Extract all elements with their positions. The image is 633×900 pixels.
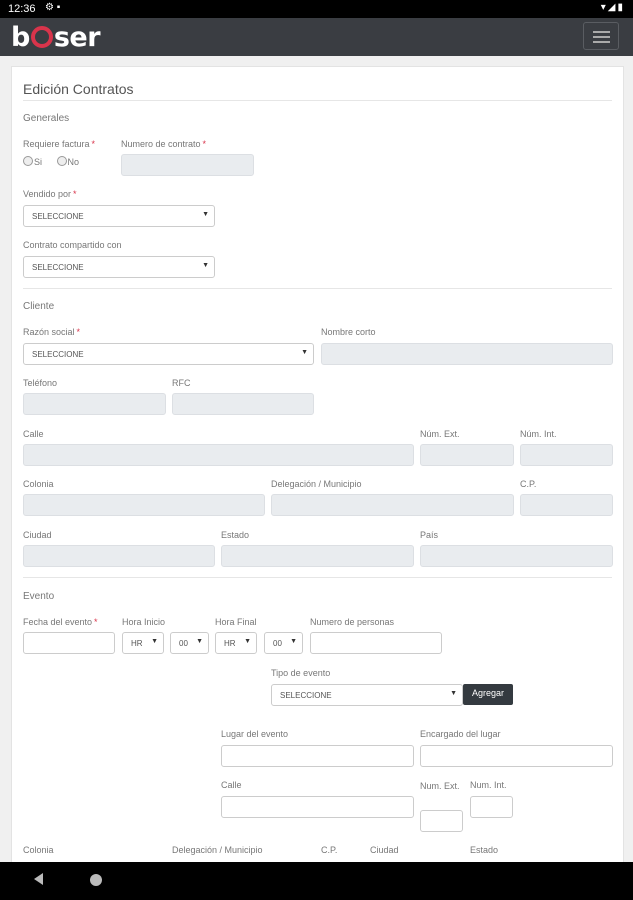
vendido-por-select[interactable]: SELECCIONE ▼: [23, 205, 215, 227]
num-ext-field: [420, 444, 514, 466]
evento-calle-input[interactable]: [221, 796, 414, 818]
rfc-label: RFC: [172, 378, 191, 388]
evento-calle-label: Calle: [221, 780, 242, 790]
status-notification-icons: ⚙ ▪: [45, 2, 61, 13]
hamburger-menu-button[interactable]: [583, 22, 619, 50]
hora-inicio-hr-select[interactable]: HR ▼: [122, 632, 164, 654]
evento-num-ext-label: Num. Ext.: [420, 781, 460, 791]
nombre-corto-label: Nombre corto: [321, 327, 376, 337]
section-evento-heading: Evento: [23, 591, 55, 602]
numero-personas-label: Numero de personas: [310, 617, 395, 627]
radio-icon: [57, 156, 67, 166]
pais-field: [420, 545, 613, 567]
encargado-lugar-label: Encargado del lugar: [420, 729, 501, 739]
caret-down-icon: ▼: [151, 638, 158, 645]
hamburger-icon: [593, 31, 610, 33]
hora-final-label: Hora Final: [215, 617, 257, 627]
pais-label: País: [420, 530, 439, 540]
cp-label: C.P.: [520, 479, 537, 489]
requiere-factura-radio-group: [23, 156, 79, 167]
status-bar: [0, 0, 633, 18]
status-system-icons: ▾◢▮: [600, 2, 625, 13]
estado-label: Estado: [221, 530, 250, 540]
hora-final-min-select[interactable]: 00 ▼: [264, 632, 303, 654]
ciudad-field: [23, 545, 215, 567]
numero-personas-input[interactable]: [310, 632, 442, 654]
hora-inicio-min-select[interactable]: 00 ▼: [170, 632, 209, 654]
colonia-field: [23, 494, 265, 516]
status-time: 12:36: [8, 3, 36, 15]
page-title: Edición Contratos: [23, 81, 134, 97]
num-int-label: Núm. Int.: [520, 429, 557, 439]
evento-delegacion-label: Delegación / Municipio: [172, 845, 263, 855]
fecha-evento-input[interactable]: [23, 632, 115, 654]
num-ext-label: Núm. Ext.: [420, 429, 460, 439]
evento-ciudad-label: Ciudad: [370, 845, 399, 855]
radio-no[interactable]: No: [57, 157, 80, 167]
tipo-evento-select[interactable]: SELECCIONE ▼: [271, 684, 463, 706]
num-int-field: [520, 444, 613, 466]
tipo-evento-label: Tipo de evento: [271, 668, 331, 678]
agregar-button[interactable]: Agregar: [463, 684, 513, 705]
estado-field: [221, 545, 414, 567]
caret-down-icon: ▼: [244, 638, 251, 645]
divider: [23, 577, 612, 578]
hora-inicio-label: Hora Inicio: [122, 617, 166, 627]
caret-down-icon: ▼: [450, 690, 457, 697]
caret-down-icon: ▼: [196, 638, 203, 645]
requiere-factura-label: Requiere factura *: [23, 139, 96, 149]
caret-down-icon: ▼: [290, 638, 297, 645]
evento-estado-label: Estado: [470, 845, 499, 855]
app-logo[interactable]: b ser: [11, 22, 101, 53]
caret-down-icon: ▼: [301, 349, 308, 356]
radio-si[interactable]: Si: [23, 157, 42, 167]
numero-contrato-field: [121, 154, 254, 176]
colonia-label: Colonia: [23, 479, 54, 489]
cp-field: [520, 494, 613, 516]
fecha-evento-label: Fecha del evento *: [23, 617, 98, 627]
compartido-label: Contrato compartido con: [23, 240, 122, 250]
top-navbar: [0, 18, 633, 56]
section-generales-heading: Generales: [23, 113, 70, 124]
ciudad-label: Ciudad: [23, 530, 52, 540]
evento-num-int-input[interactable]: [470, 796, 513, 818]
razon-social-select[interactable]: SELECCIONE ▼: [23, 343, 314, 365]
radio-icon: [23, 156, 33, 166]
compartido-select[interactable]: SELECCIONE ▼: [23, 256, 215, 278]
system-nav-bar: [0, 862, 633, 900]
razon-social-label: Razón social *: [23, 327, 81, 337]
lugar-evento-label: Lugar del evento: [221, 729, 289, 739]
contract-form-card: [11, 66, 624, 868]
delegacion-label: Delegación / Municipio: [271, 479, 362, 489]
calle-field: [23, 444, 414, 466]
delegacion-field: [271, 494, 514, 516]
telefono-label: Teléfono: [23, 378, 58, 388]
logo-ring-icon: [31, 26, 53, 48]
encargado-lugar-input[interactable]: [420, 745, 613, 767]
calle-label: Calle: [23, 429, 44, 439]
caret-down-icon: ▼: [202, 211, 209, 218]
divider: [23, 100, 612, 101]
caret-down-icon: ▼: [202, 262, 209, 269]
home-icon[interactable]: [90, 874, 102, 886]
numero-contrato-label: Numero de contrato *: [121, 139, 207, 149]
section-cliente-heading: Cliente: [23, 301, 55, 312]
nombre-corto-field: [321, 343, 613, 365]
telefono-field: [23, 393, 166, 415]
evento-colonia-label: Colonia: [23, 845, 54, 855]
evento-num-ext-input[interactable]: [420, 810, 463, 832]
back-icon[interactable]: [34, 873, 43, 885]
hora-final-hr-select[interactable]: HR ▼: [215, 632, 257, 654]
evento-cp-label: C.P.: [321, 845, 338, 855]
lugar-evento-input[interactable]: [221, 745, 414, 767]
evento-num-int-label: Num. Int.: [470, 780, 507, 790]
divider: [23, 288, 612, 289]
rfc-field: [172, 393, 314, 415]
vendido-por-label: Vendido por *: [23, 189, 77, 199]
